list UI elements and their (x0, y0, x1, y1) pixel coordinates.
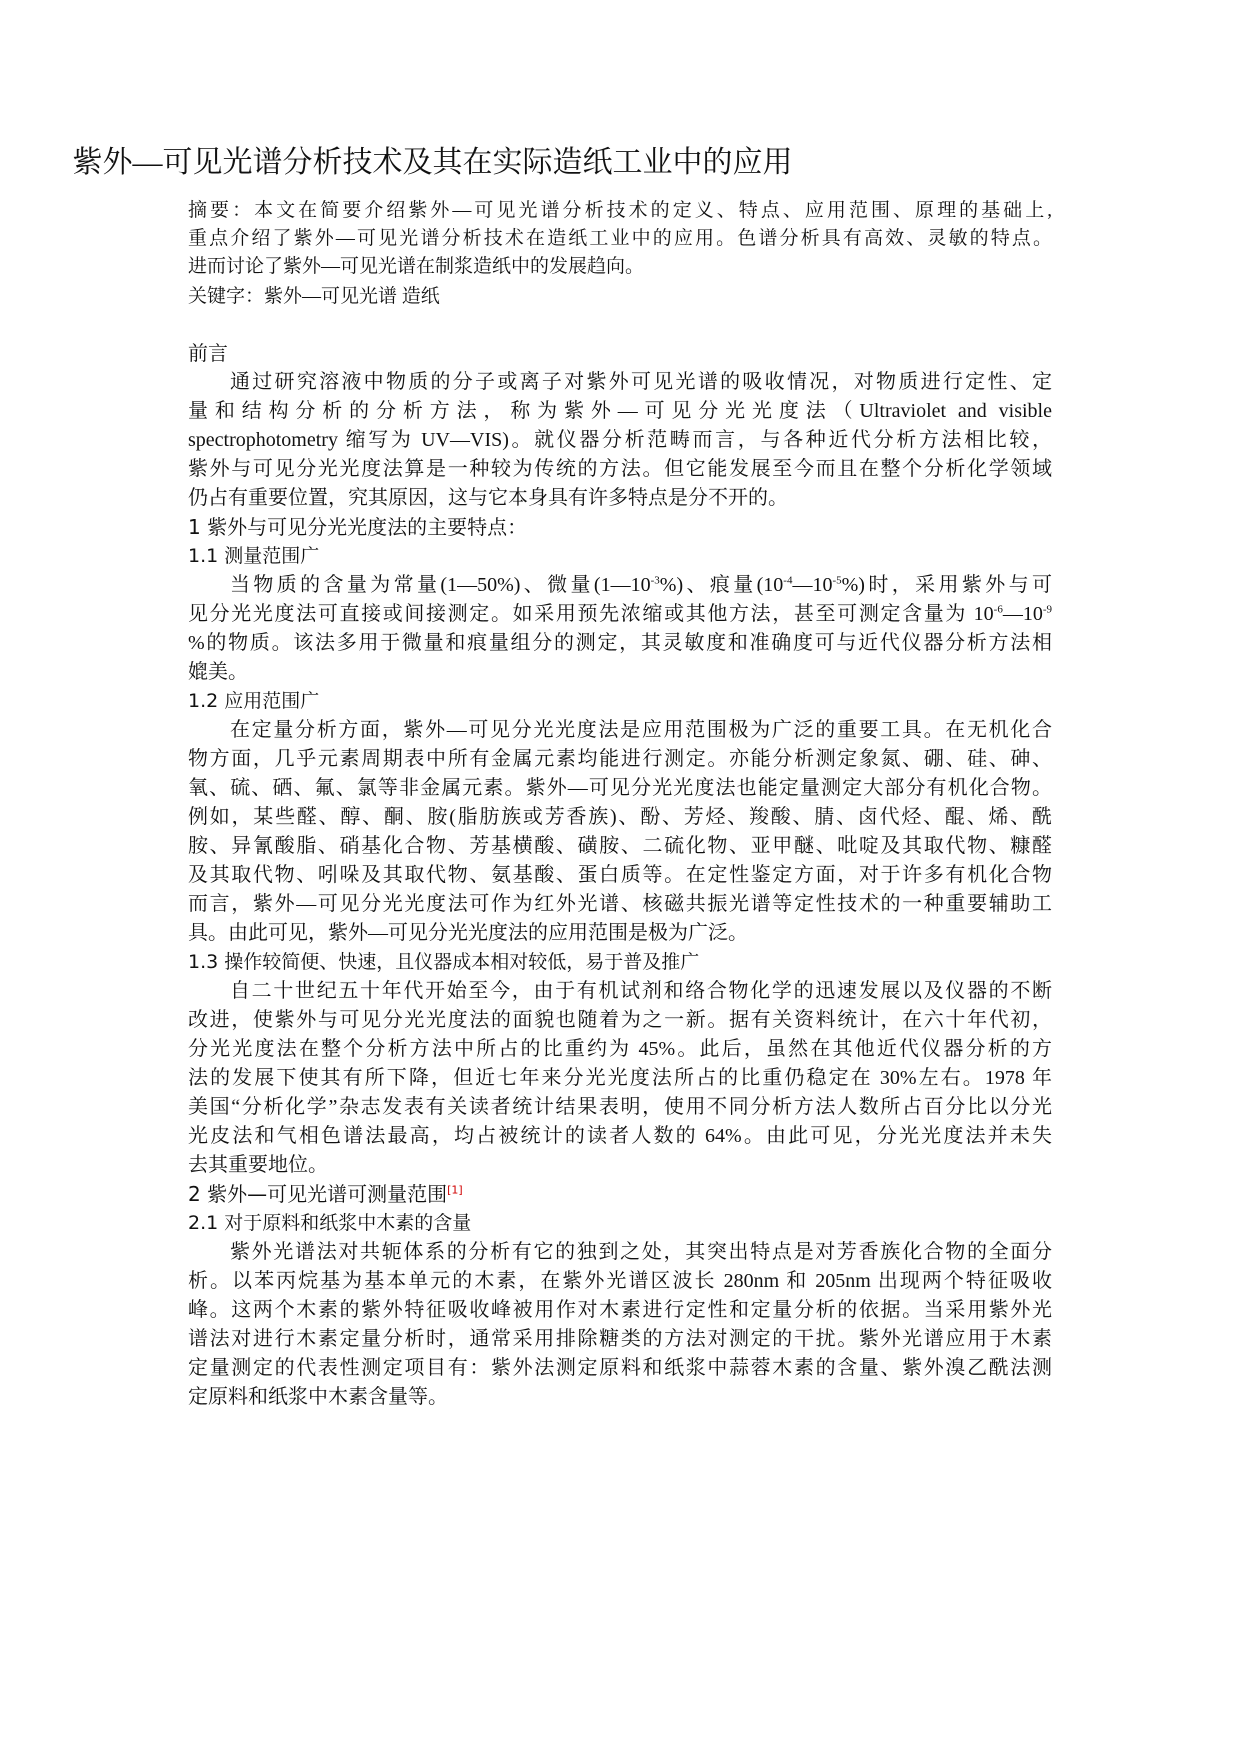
text-line (188, 225, 1052, 254)
text-segment: 改进，使紫外与可见分光光度法的面貌也随着为之一新。据有关资料统计，在六十年代初， (188, 1009, 1052, 1031)
text-segment: 而言，紫外—可见分光光度法可作为红外光谱、核磁共振光谱等定性技术的一种重要辅助工 (188, 893, 1052, 915)
text-line (188, 629, 1052, 658)
text-segment: 去其重要地位。 (188, 1154, 328, 1176)
text-segment: 氧、硫、硒、氟、氯等非金属元素。紫外—可见分光光度法也能定量测定大部分有机化合物。 (188, 777, 1052, 799)
text-segment: 物方面，几乎元素周期表中所有金属元素均能进行测定。亦能分析测定象氮、硼、硅、砷、 (188, 748, 1052, 770)
text-line (188, 1267, 1052, 1296)
text-segment: 例如，某些醛、醇、酮、胺(脂肪族或芳香族)、酚、芳烃、羧酸、腈、卤代烃、醌、烯、酰 (188, 806, 1052, 828)
text-line (188, 1325, 1052, 1354)
superscript: -6 (993, 603, 1003, 616)
text-line (188, 919, 1052, 948)
text-line (188, 426, 1052, 455)
superscript: -3 (650, 574, 660, 587)
text-line (188, 455, 1052, 484)
text-segment: 在定量分析方面，紫外—可见分光光度法是应用范围极为广泛的重要工具。在无机化合 (230, 719, 1052, 741)
text-segment: 光皮法和气相色谱法最高，均占被统计的读者人数的 64%。由此可见，分光光度法并未失 (188, 1125, 1052, 1147)
section-heading (188, 339, 1052, 368)
text-segment: 仍占有重要位置，究其原因，这与它本身具有许多特点是分不开的。 (188, 487, 788, 509)
text-segment: 媲美。 (188, 661, 248, 683)
text-segment: %的物质。该法多用于微量和痕量组分的测定，其灵敏度和准确度可与近代仪器分析方法相 (188, 632, 1052, 654)
text-segment: 紫外与可见分光光度法算是一种较为传统的方法。但它能发展至今而且在整个分析化学领域 (188, 458, 1052, 480)
text-segment: 本文在简要介绍紫外—可见光谱分析技术的定义、特点、应用范围、原理的基础上, (254, 200, 1052, 221)
text-line (188, 774, 1052, 803)
text-line (188, 803, 1052, 832)
text-segment: 自二十世纪五十年代开始至今，由于有机试剂和络合物化学的迅速发展以及仪器的不断 (230, 980, 1052, 1002)
text-line (188, 1238, 1052, 1267)
keywords (188, 282, 1052, 311)
section-heading (188, 687, 1052, 716)
section-heading (188, 948, 1052, 977)
text-line (188, 745, 1052, 774)
superscript: -5 (832, 574, 842, 587)
text-segment: 重点介绍了紫外—可见光谱分析技术在造纸工业中的应用。色谱分析具有高效、灵敏的特点。 (188, 227, 1052, 249)
text-segment: 量和结构分析的分析方法，称为紫外—可见分光光度法（Ultraviolet and visible (188, 400, 1052, 422)
text-line (188, 1006, 1052, 1035)
text-line (188, 1383, 1052, 1412)
text-line (188, 484, 1052, 513)
heading-text: 前言 (188, 341, 228, 365)
section-heading (188, 542, 1052, 571)
section-heading (188, 513, 1052, 542)
text-segment: 具。由此可见，紫外—可见分光光度法的应用范围是极为广泛。 (188, 922, 748, 944)
document-body (188, 339, 1052, 1412)
text-segment: 峰。这两个木素的紫外特征吸收峰被用作对木素进行定性和定量分析的依据。当采用紫外光 (188, 1299, 1052, 1321)
text-line (188, 861, 1052, 890)
text-segment: 胺、异氰酸脂、硝基化合物、芳基横酸、磺胺、二硫化物、亚甲醚、吡啶及其取代物、糠醛 (188, 835, 1052, 857)
text-line (188, 1296, 1052, 1325)
text-line (188, 253, 1052, 282)
text-segment: 定原料和纸浆中木素含量等。 (188, 1386, 448, 1408)
text-line (188, 1122, 1052, 1151)
text-segment: 见分光光度法可直接或间接测定。如采用预先浓缩或其他方法，甚至可测定含量为 10 (188, 603, 994, 625)
text-segment: 当物质的含量为常量(1—50%)、微量(1—10 (230, 574, 651, 596)
heading-text: 1 紫外与可见分光光度法的主要特点： (188, 515, 528, 539)
text-line (188, 890, 1052, 919)
text-segment: %)时，采用紫外与可 (841, 574, 1053, 596)
text-line (188, 368, 1052, 397)
text-line (188, 1035, 1052, 1064)
text-segment: 析。以苯丙烷基为基本单元的木素，在紫外光谱区波长 280nm 和 205nm 出现两个特征吸收 (188, 1270, 1052, 1292)
text-line (188, 196, 1052, 225)
text-segment: 紫外光谱法对共轭体系的分析有它的独到之处，其突出特点是对芳香族化合物的全面分 (230, 1241, 1052, 1263)
text-line (188, 1151, 1052, 1180)
text-line (188, 658, 1052, 687)
text-segment: 谱法对进行木素定量分析时，通常采用排除糖类的方法对测定的干扰。紫外光谱应用于木素 (188, 1328, 1052, 1350)
text-line (188, 1064, 1052, 1093)
heading-text: 1.3 操作较简便、快速，且仪器成本相对较低，易于普及推广 (188, 951, 700, 973)
text-line (188, 1093, 1052, 1122)
heading-text: 1.1 测量范围广 (188, 545, 320, 567)
text-line (188, 716, 1052, 745)
text-line (188, 1354, 1052, 1383)
text-segment: 美国“分析化学”杂志发表有关读者统计结果表明，使用不同分析方法人数所占百分比以分光 (188, 1096, 1052, 1118)
superscript: -9 (1042, 603, 1052, 616)
text-segment: 法的发展下使其有所下降，但近七年来分光光度法所占的比重仍稳定在 30%左右。1978 年 (188, 1067, 1052, 1089)
keywords-text: 紫外—可见光谱 造纸 (264, 285, 440, 307)
section-heading (188, 1209, 1052, 1238)
superscript: -4 (783, 574, 793, 587)
text-segment: %)、痕量(10 (659, 574, 784, 596)
section-heading (188, 1180, 1052, 1209)
text-segment: —10 (1002, 603, 1043, 625)
keywords-label: 关键字： (188, 284, 265, 307)
abstract-label: 摘要： (188, 199, 255, 221)
text-segment: 通过研究溶液中物质的分子或离子对紫外可见光谱的吸收情况，对物质进行定性、定 (230, 371, 1052, 393)
text-line (188, 977, 1052, 1006)
text-line (188, 397, 1052, 426)
text-line (188, 832, 1052, 861)
text-line (188, 600, 1052, 629)
heading-text: 2.1 对于原料和纸浆中木素的含量 (188, 1212, 472, 1234)
text-segment: spectrophotometry 缩写为 UV—VIS)。就仪器分析范畴而言，与各种近代分析方法相比较， (188, 429, 1052, 451)
heading-text: 1.2 应用范围广 (188, 690, 320, 712)
document-title: 紫外—可见光谱分析技术及其在实际造纸工业中的应用 (72, 146, 793, 179)
heading-text: 2 紫外—可见光谱可测量范围 (188, 1182, 448, 1206)
text-line (188, 571, 1052, 600)
abstract (188, 196, 1052, 310)
text-segment: 定量测定的代表性测定项目有：紫外法测定原料和纸浆中蒜蓉木素的含量、紫外溴乙酰法测 (188, 1357, 1052, 1379)
text-segment: —10 (792, 574, 833, 596)
text-segment: 进而讨论了紫外—可见光谱在制浆造纸中的发展趋向。 (188, 256, 645, 277)
citation-link[interactable]: [1] (447, 1183, 463, 1197)
text-segment: 及其取代物、吲哚及其取代物、氨基酸、蛋白质等。在定性鉴定方面，对于许多有机化合物 (188, 864, 1052, 886)
text-segment: 分光光度法在整个分析方法中所占的比重约为 45%。此后，虽然在其他近代仪器分析的方 (188, 1038, 1052, 1060)
